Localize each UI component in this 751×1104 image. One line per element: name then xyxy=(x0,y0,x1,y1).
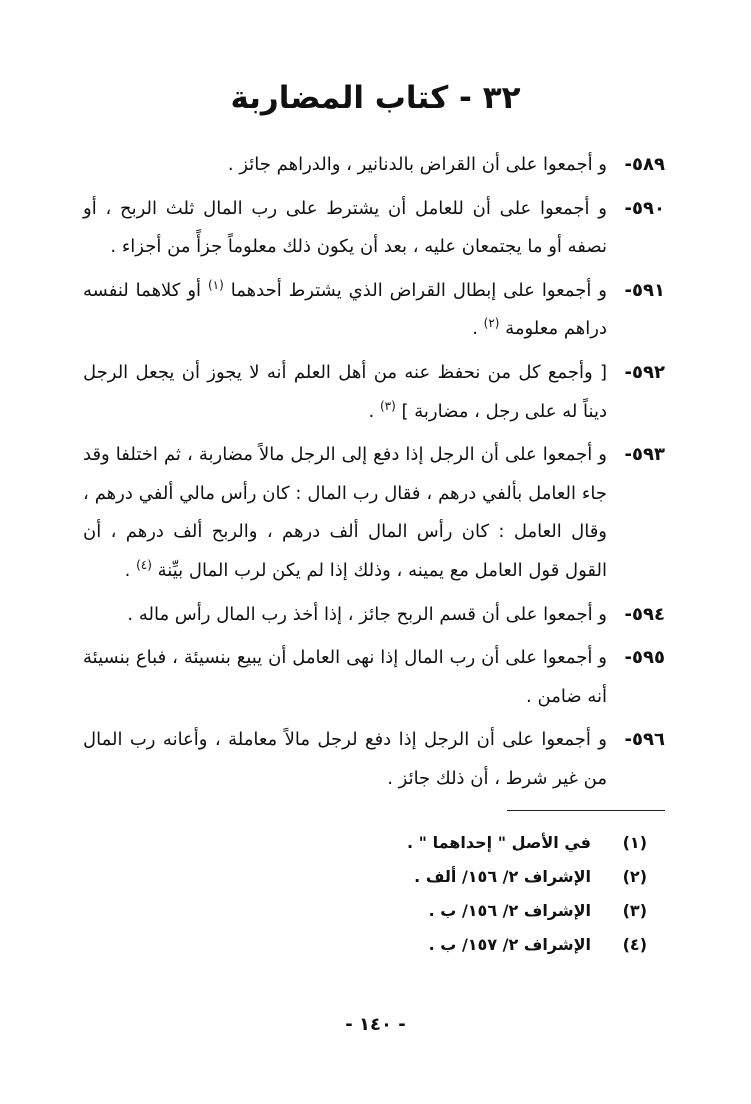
entry-number: ٥٨٩- xyxy=(624,154,665,175)
entry-text-block xyxy=(83,354,607,431)
entry-593 xyxy=(83,436,665,590)
entry-text-block xyxy=(83,436,607,590)
entry-596 xyxy=(83,721,665,798)
footnote-number: (٣) xyxy=(622,901,647,920)
footnote xyxy=(247,860,647,894)
entry-number: ٥٩٥- xyxy=(624,647,665,669)
footnote-ref: (٤) xyxy=(136,557,152,572)
page-number: - ١٤٠ - xyxy=(345,1014,406,1035)
entry-592 xyxy=(83,354,665,431)
entry-text: و أجمعوا على أن القراض بالدنانير ، والدراهم جائز . xyxy=(227,154,607,175)
entry-text: و أجمعوا على أن الرجل إذا دفع إلى الرجل مالاً مضاربة ، ثم اختلفا وقد جاء العامل بألفي درهم ، فقال رب المال : كان رأس مالي ألفي درهم ، وقال العامل : كان رأس المال ألف درهم ، والربح ألف درهم ، أن القول قول العامل مع يمينه ، وذلك إذا لم يكن لرب المال بيِّنة xyxy=(83,444,607,581)
entry-text-end: . xyxy=(368,400,375,422)
footnote-number: (٤) xyxy=(622,935,647,954)
footnote-ref: (١) xyxy=(207,277,224,292)
entry-text: و أجمعوا على أن رب المال إذا نهى العامل أن يبيع بنسيئة ، فباع بنسيئة أنه ضامن . xyxy=(83,647,607,707)
entry-text: [ وأجمع كل من نحفظ عنه من أهل العلم أنه لا يجوز أن يجعل الرجل ديناً له على رجل ، مضاربة ] xyxy=(83,361,607,422)
footnote xyxy=(247,826,647,860)
entry-text: و أجمعوا على أن الرجل إذا دفع لرجل مالاً معاملة ، وأعانه رب المال من غير شرط ، أن ذلك جائز . xyxy=(83,729,607,789)
entry-text-cont: أو كلاهما لنفسه دراهم معلومة xyxy=(83,279,607,340)
footnote-number: (٢) xyxy=(622,867,647,886)
entry-text: و أجمعوا على إبطال القراض الذي يشترط أحدهما xyxy=(230,279,607,301)
entry-number: ٥٩٦- xyxy=(624,729,665,751)
footnote-text: الإشراف ٢/ ١٥٦/ ألف . xyxy=(414,867,591,886)
entry-text: و أجمعوا على أن قسم الربح جائز ، إذا أخذ رب المال رأس ماله . xyxy=(127,603,607,625)
entry-number: ٥٩٢- xyxy=(624,361,665,383)
entry-594 xyxy=(83,596,665,635)
footnote-divider xyxy=(507,810,665,811)
entry-text: و أجمعوا على أن للعامل أن يشترط على رب المال ثلث الربح ، أو نصفه أو ما يجتمعان عليه ، بعد أن يكون ذلك معلوماً جزأً من أجزاء . xyxy=(83,197,607,258)
entry-number: ٥٩٣- xyxy=(624,444,665,466)
entry-text-block xyxy=(83,272,607,349)
footnote-text: الإشراف ٢/ ١٥٦/ ب . xyxy=(428,901,591,920)
entry-text-end: . xyxy=(472,318,478,340)
footnote-text: في الأصل " إحداهما " . xyxy=(407,833,591,852)
entry-number: ٥٩٠- xyxy=(624,197,665,219)
footnote-text: الإشراف ٢/ ١٥٧/ ب . xyxy=(428,935,591,954)
entry-text-end: . xyxy=(124,559,131,581)
entry-589 xyxy=(83,146,665,185)
footnote-number: (١) xyxy=(622,833,647,852)
footnote xyxy=(247,894,647,928)
footnote-ref: (٢) xyxy=(483,316,500,331)
entry-595 xyxy=(83,639,665,716)
entry-list xyxy=(83,146,665,804)
footnote-ref: (٣) xyxy=(379,398,396,413)
entry-591 xyxy=(83,272,665,349)
footnote-list xyxy=(247,826,647,962)
entry-590 xyxy=(83,190,665,267)
chapter-title: ٣٢ - كتاب المضاربة xyxy=(230,80,521,116)
entry-number: ٥٩١- xyxy=(624,279,665,301)
entry-number: ٥٩٤- xyxy=(624,603,665,625)
footnote xyxy=(247,928,647,962)
